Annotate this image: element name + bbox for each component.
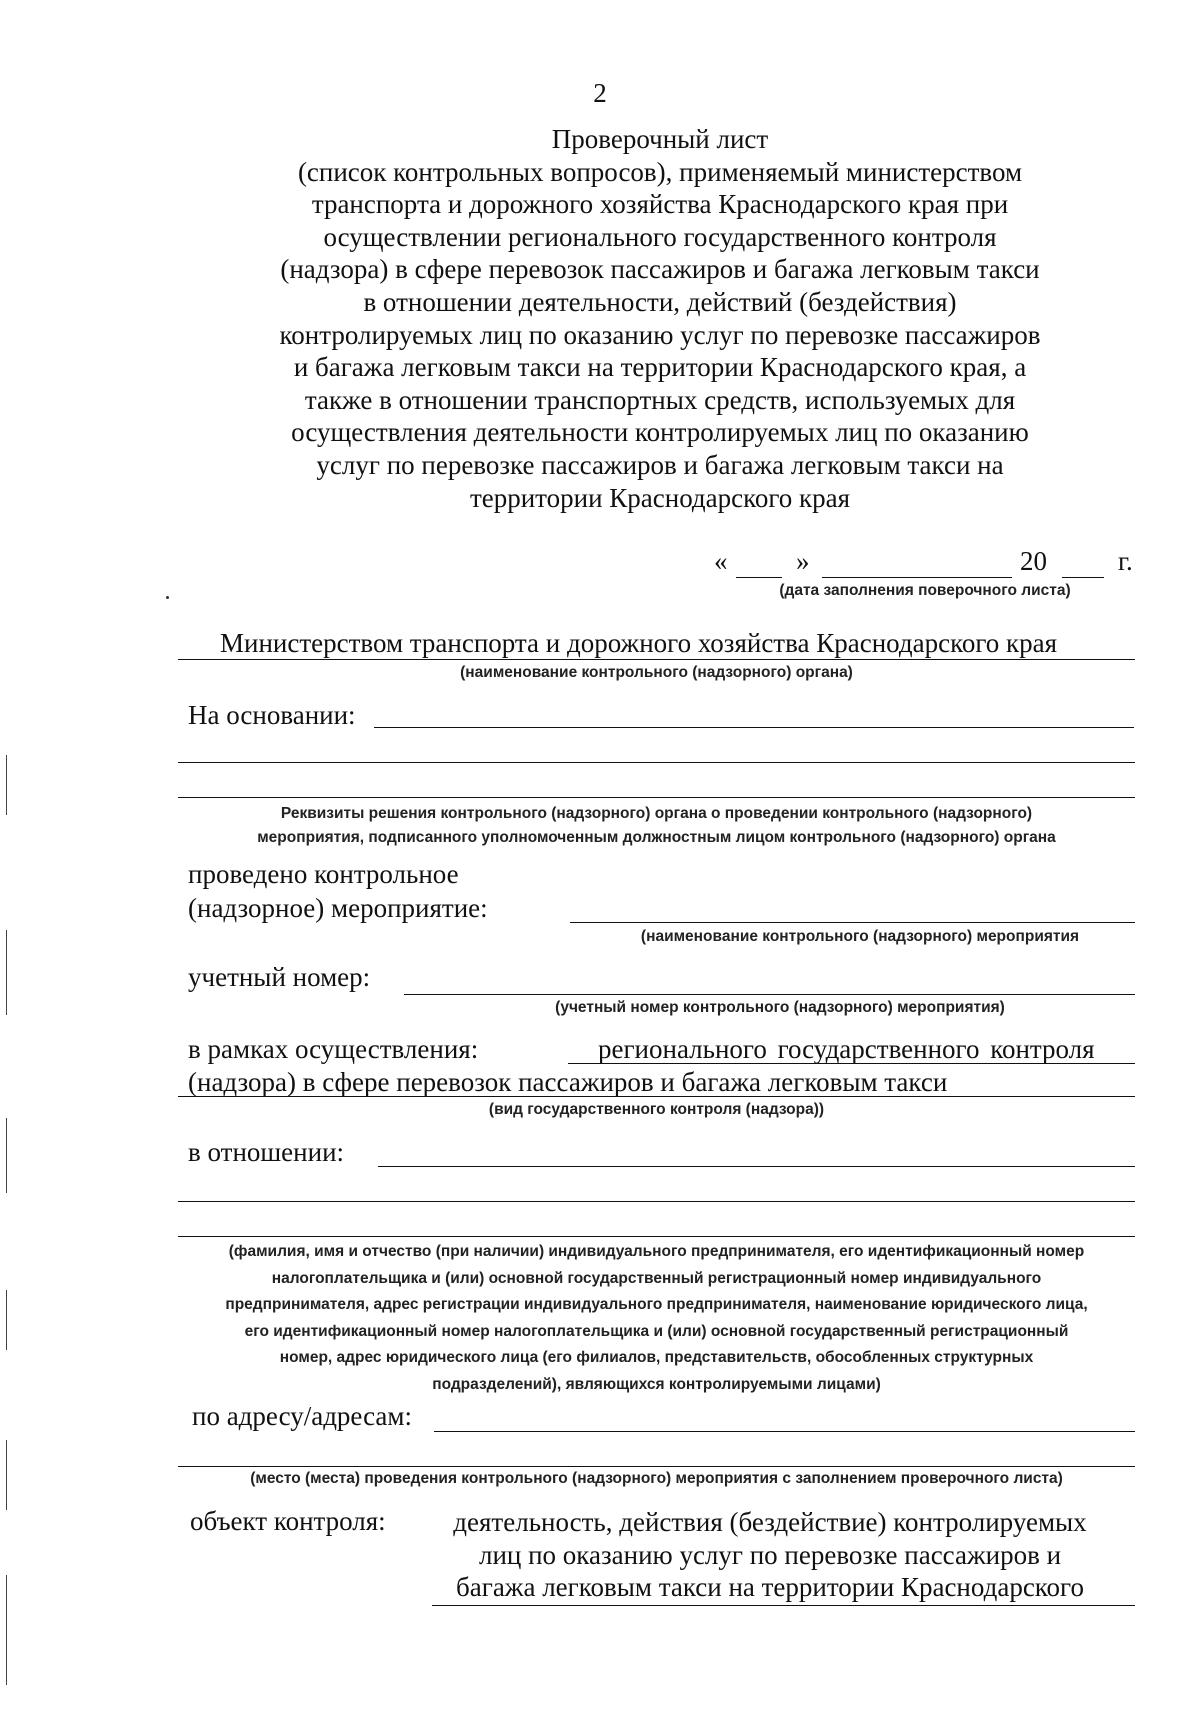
date-open-quote: « <box>714 546 728 576</box>
title-line: (список контрольных вопросов), применяемый министерством <box>297 156 1023 187</box>
event-label-line2: (надзорное) мероприятие: <box>188 893 488 923</box>
title-line: осуществлении регионального государственного контроля <box>323 221 997 252</box>
control-type-value-line1: регионального государственного контроля <box>598 1034 1095 1064</box>
control-type-underline <box>568 1063 1135 1064</box>
object-line: лиц по оказанию услуг по перевозке пассажиров и <box>478 1539 1062 1570</box>
relation-caption-line: налогоплательщика и (или) основной государственный регистрационный номер индивидуального <box>271 1269 1042 1287</box>
title-line: контролируемых лиц по оказанию услуг по перевозке пассажиров <box>279 319 1041 350</box>
address-caption: (место (места) проведения контрольного (надзорного) мероприятия с заполнением проверочного листа) <box>250 1470 1063 1487</box>
event-caption: (наименование контрольного (надзорного) мероприятия <box>640 928 1080 945</box>
relation-caption-line: номер, адрес юридического лица (его филиалов, представительств, обособленных структурных <box>279 1349 1034 1366</box>
title-line: и багажа легковым такси на территории Краснодарского края, а <box>293 352 1027 383</box>
relation-caption-line: (фамилия, имя и отчество (при наличии) индивидуального предпринимателя, его идентификационный номер <box>228 1243 1085 1260</box>
scan-edge-mark <box>6 1440 7 1510</box>
basis-caption-line: мероприятия, подписанного уполномоченным должностным лицом контрольного (надзорного) органа <box>257 829 1056 846</box>
address-input-line[interactable] <box>434 1431 1135 1432</box>
document-title <box>200 123 1120 514</box>
relation-input-line[interactable] <box>378 1166 1135 1167</box>
basis-input-line[interactable] <box>178 797 1135 798</box>
day-blank[interactable] <box>736 577 782 578</box>
control-type-caption: (вид государственного контроля (надзора)) <box>488 1101 825 1118</box>
basis-label: На основании: <box>188 700 356 730</box>
control-type-label: в рамках осуществления: <box>188 1034 479 1064</box>
object-underline <box>432 1605 1135 1606</box>
date-caption: (дата заполнения поверочного листа) <box>779 582 1071 599</box>
authority-caption: (наименование контрольного (надзорного) органа) <box>460 664 853 681</box>
relation-label: в отношении: <box>188 1137 345 1167</box>
basis-input-line[interactable] <box>178 762 1135 763</box>
title-line: транспорта и дорожного хозяйства Краснодарского края при <box>311 189 1009 220</box>
address-input-line[interactable] <box>178 1466 1135 1467</box>
control-type-underline <box>178 1096 1135 1097</box>
year-suffix: г. <box>1118 546 1133 576</box>
scan-edge-mark <box>6 930 7 1015</box>
title-line: Проверочный лист <box>551 124 769 154</box>
object-line: багажа легковым такси на территории Краснодарского <box>456 1572 1084 1603</box>
title-line: также в отношении транспортных средств, используемых для <box>304 384 1016 415</box>
title-line: (надзора) в сфере перевозок пассажиров и багажа легковым такси <box>280 254 1040 285</box>
control-type-value-line2: (надзора) в сфере перевозок пассажиров и багажа легковым такси <box>188 1067 948 1097</box>
page-number: 2 <box>593 78 607 108</box>
month-blank[interactable] <box>822 577 1012 578</box>
account-input-line[interactable] <box>404 994 1135 995</box>
title-line: в отношении деятельности, действий (бездействия) <box>363 286 957 317</box>
relation-caption-line: его идентификационный номер налогоплательщика и (или) основной государственный регистрационный <box>244 1322 1069 1340</box>
year-blank[interactable] <box>1062 577 1104 578</box>
authority-name: Министерством транспорта и дорожного хозяйства Краснодарского края <box>220 628 1057 658</box>
authority-underline <box>178 659 1135 660</box>
account-caption: (учетный номер контрольного (надзорного) мероприятия) <box>555 999 1005 1016</box>
relation-input-line[interactable] <box>178 1236 1135 1237</box>
object-value <box>420 1506 1120 1604</box>
title-line: услуг по перевозке пассажиров и багажа легковым такси на <box>316 449 1004 480</box>
relation-caption <box>178 1239 1135 1398</box>
object-line: деятельность, действия (бездействие) контролируемых <box>453 1507 1087 1537</box>
basis-input-line[interactable] <box>374 727 1134 728</box>
title-line: территории Краснодарского края <box>469 482 851 513</box>
date-close-quote: » <box>796 546 810 576</box>
title-line: осуществления деятельности контролируемых лиц по оказанию <box>291 417 1029 448</box>
basis-caption <box>178 802 1135 850</box>
address-label: по адресу/адресам: <box>192 1401 412 1431</box>
scan-edge-mark <box>6 1118 7 1193</box>
relation-caption-line: предпринимателя, адрес регистрации индивидуального предпринимателя, наименование юридического лица, <box>225 1296 1088 1313</box>
basis-caption-line: Реквизиты решения контрольного (надзорного) органа о проведении контрольного (надзорного) <box>280 805 1033 822</box>
account-label: учетный номер: <box>188 962 371 992</box>
relation-input-line[interactable] <box>178 1201 1135 1202</box>
scan-dot <box>166 596 169 599</box>
scan-edge-mark <box>6 1290 7 1350</box>
event-input-line[interactable] <box>570 922 1135 923</box>
year-prefix: 20 <box>1020 546 1047 576</box>
event-label-line1: проведено контрольное <box>188 859 459 889</box>
relation-caption-line: подразделений), являющихся контролируемыми лицами) <box>432 1375 881 1393</box>
scan-edge-mark <box>6 755 7 815</box>
scan-edge-mark <box>6 1575 7 1685</box>
object-label: объект контроля: <box>190 1506 386 1536</box>
